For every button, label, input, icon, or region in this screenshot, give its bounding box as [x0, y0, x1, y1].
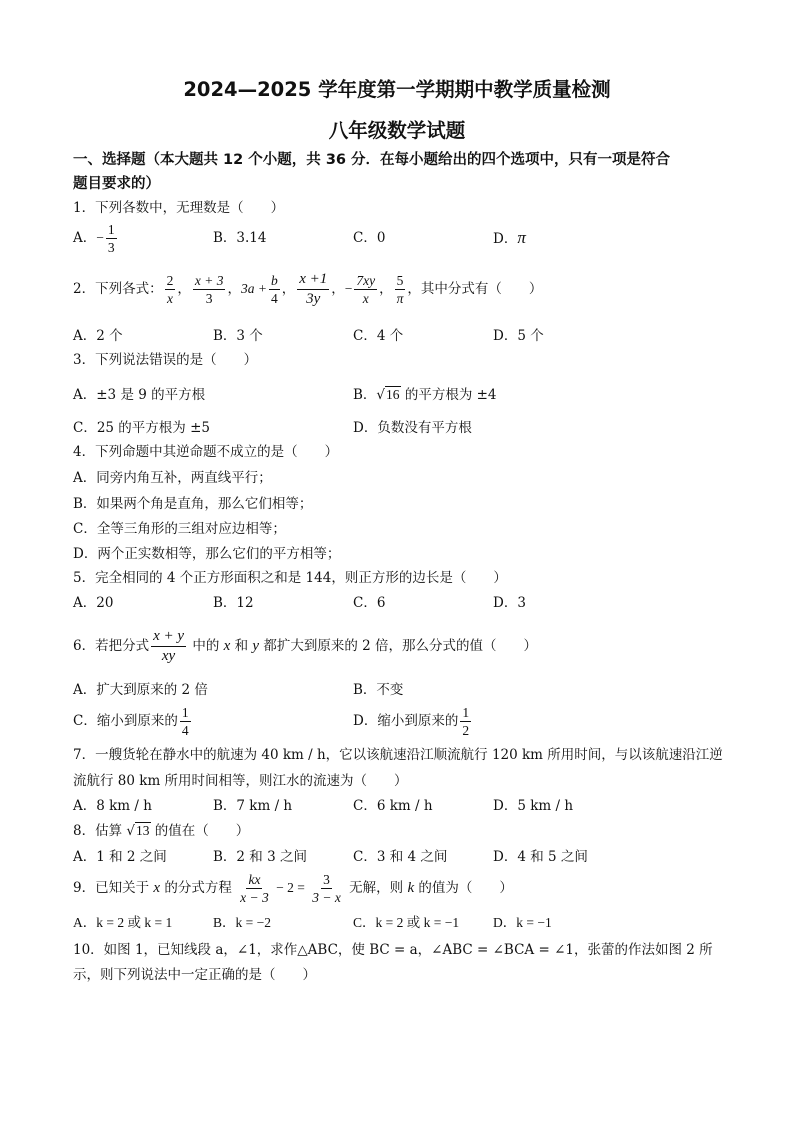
q8-option-a: A．1 和 2 之间 [73, 849, 167, 865]
q6-option-b: B．不变 [353, 682, 404, 698]
question-5-stem: 5．完全相同的 4 个正方形面积之和是 144，则正方形的边长是（ ） [73, 570, 507, 586]
minus-sign: − [96, 230, 104, 245]
question-9-stem: 9．已知关于 x 的分式方程 $\frac{kx}{x - 3}$ − 2 = $\frac{3}{3 - x}$ 无解，则 k 的值为（ ） [73, 871, 513, 905]
q4-option-b: B．如果两个角是直角，那么它们相等； [73, 496, 313, 512]
q2-option-b: B．3 个 [213, 328, 263, 344]
exam-subtitle: 八年级数学试题 [328, 119, 466, 142]
q9-option-c: C．k = 2 或 k = −1 [353, 915, 460, 930]
q1-option-d: D．π [493, 228, 526, 247]
fraction: $\frac{x + 3}{3}$ [194, 272, 224, 306]
q8-option-c: C．3 和 4 之间 [353, 849, 448, 865]
q7-option-d: D．5 km / h [493, 798, 574, 814]
fraction: $\frac{3}{3 - x}$ [312, 871, 341, 905]
q6-option-a: A．扩大到原来的 2 倍 [73, 682, 208, 698]
q3-option-c: C．25 的平方根为 ±5 [73, 420, 210, 436]
q1-option-a [73, 221, 119, 255]
section-heading: 一、选择题（本大题共 12 个小题，共 36 分．在每小题给出的四个选项中，只有一项是符合 [73, 152, 671, 168]
q2-option-d: D．5 个 [493, 328, 544, 344]
q4-option-a: A．同旁内角互补，两直线平行； [73, 470, 272, 486]
q5-option-d: D．3 [493, 595, 526, 611]
exam-title: 2024—2025 学年度第一学期期中教学质量检测 [183, 78, 611, 101]
fraction: $\frac{2}{x}$ [166, 272, 174, 306]
q7-option-a: A．8 km / h [73, 798, 152, 814]
q1-option-b: B．3.14 [213, 230, 267, 246]
question-6-stem: 6．若把分式 $\frac{x + y}{xy}$ 中的 x 和 y 都扩大到原来的 2 倍，那么分式的值（ ） [73, 628, 538, 664]
q3-option-b: B．√16 的平方根为 ±4 [353, 387, 497, 403]
q9-option-d: D．k = −1 [493, 915, 552, 930]
fraction: $\frac{1}{3}$ [107, 221, 115, 255]
q7-option-c: C．6 km / h [353, 798, 433, 814]
q8-option-d: D．4 和 5 之间 [493, 849, 588, 865]
question-3-stem: 3．下列说法错误的是（ ） [73, 352, 258, 368]
question-4-stem: 4．下列命题中其逆命题不成立的是（ ） [73, 444, 339, 460]
question-2-stem: 2．下列各式： $\frac{2}{x}$ ， $\frac{x + 3}{3}$ ，3a + $\frac{b}{4}$ ， $\frac{x +1}{3y}$ ，− $\frac{7xy}{x}$ ， $\frac{5}{\pi}$ ，其中分式有（ ） [73, 271, 543, 307]
q2-option-a: A．2 个 [73, 328, 123, 344]
question-7-stem: 7．一艘货轮在静水中的航速为 40 km / h，它以该航速沿江顺流航行 120 km 所用时间，与以该航速沿江逆 [73, 747, 723, 763]
q4-option-d: D．两个正实数相等，那么它们的平方相等； [73, 546, 341, 562]
question-7-stem-cont: 流航行 80 km 所用时间相等，则江水的流速为（ ） [73, 773, 408, 789]
question-10-stem-cont: 示，则下列说法中一定正确的是（ ） [73, 967, 316, 983]
question-10-stem: 10．如图 1，已知线段 a，∠1，求作△ABC，使 BC = a，∠ABC = ∠BCA = ∠1，张蕾的作法如图 2 所 [73, 942, 713, 958]
fraction: $\frac{b}{4}$ [270, 272, 278, 306]
option-label: A． [73, 230, 97, 246]
q6-option-c: C．缩小到原来的 $\frac{1}{4}$ [73, 704, 189, 738]
fraction: $\frac{x +1}{3y}$ [299, 271, 328, 307]
q9-option-b: B．k = −2 [213, 915, 271, 930]
question-1-stem: 1．下列各数中，无理数是（ ） [73, 200, 285, 216]
fraction: $\frac{x + y}{xy}$ [153, 628, 185, 664]
q2-option-c: C．4 个 [353, 328, 404, 344]
q6-option-d: D．缩小到原来的 $\frac{1}{2}$ [353, 704, 470, 738]
q5-option-c: C．6 [353, 595, 386, 611]
section-heading-cont: 题目要求的） [73, 176, 160, 192]
q5-option-b: B．12 [213, 595, 254, 611]
q3-option-a: A．±3 是 9 的平方根 [73, 387, 206, 403]
q1-option-c: C．0 [353, 230, 386, 246]
q7-option-b: B．7 km / h [213, 798, 293, 814]
question-8-stem: 8．估算 √13 的值在（ ） [73, 823, 250, 839]
fraction: $\frac{5}{\pi}$ [396, 272, 404, 306]
q4-option-c: C．全等三角形的三组对应边相等； [73, 521, 286, 537]
q5-option-a: A．20 [73, 595, 114, 611]
q8-option-b: B．2 和 3 之间 [213, 849, 307, 865]
q9-option-a: A．k = 2 或 k = 1 [73, 915, 173, 930]
q3-option-d: D．负数没有平方根 [353, 420, 472, 436]
fraction: $\frac{kx}{x - 3}$ [240, 871, 269, 905]
fraction: $\frac{7xy}{x}$ [356, 272, 376, 306]
